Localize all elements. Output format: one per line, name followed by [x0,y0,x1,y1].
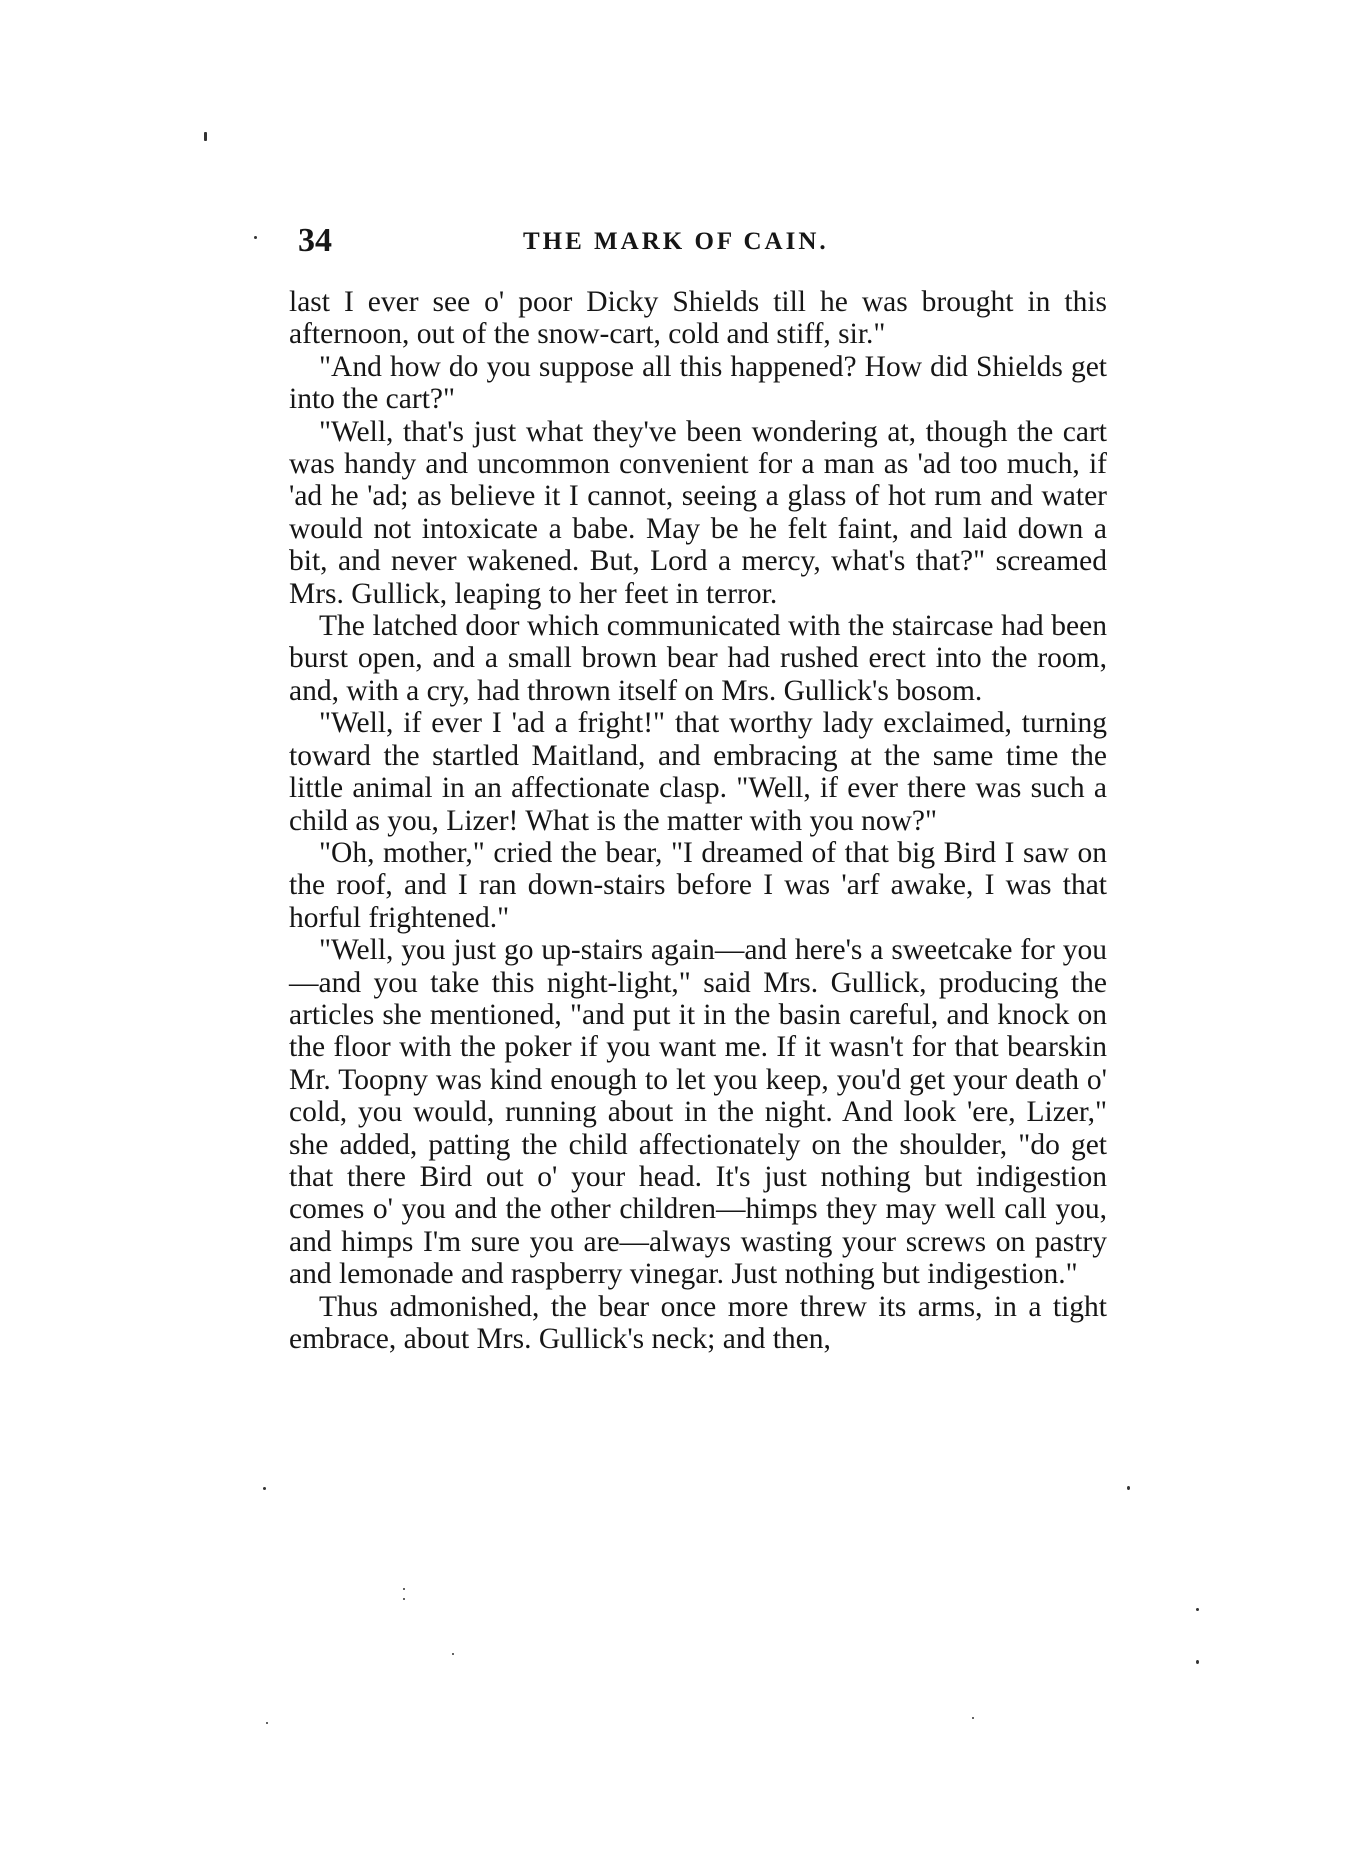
print-speck [403,1588,405,1590]
print-speck [204,132,207,141]
body-text [289,286,1107,1355]
print-speck [1196,1608,1199,1611]
print-speck [263,1487,266,1490]
paragraph: last I ever see o' poor Dicky Shields till he was brought in this afternoon, out of the snow-cart, cold and stiff, sir." [289,286,1107,351]
print-speck [1196,1660,1199,1664]
paragraph: "Well, if ever I 'ad a fright!" that worthy lady exclaimed, turning toward the startled Maitland, and embracing at the same time the little animal in an affectionate clasp. "Well, if ever there was such a child as you, Lizer! What is the matter with you now?" [289,707,1107,837]
paragraph: "And how do you suppose all this happened? How did Shields get into the cart?" [289,350,1107,416]
print-speck [1127,1486,1130,1490]
page-number: 34 [298,222,332,259]
page-header [298,222,1148,272]
print-speck [254,236,257,239]
print-speck [972,1717,974,1719]
print-speck [266,1722,268,1724]
paragraph: "Well, that's just what they've been wondering at, though the cart was handy and uncommon convenient for a man as 'ad too much, if 'ad he 'ad; as believe it I cannot, seeing a glass of hot rum and water would not intoxicate a babe. May be he felt faint, and laid down a bit, and never wakened. But, Lord a mercy, what's that?" screamed Mrs. Gullick, leaping to her feet in terror. [289,415,1107,610]
paragraph: "Oh, mother," cried the bear, "I dreamed of that big Bird I saw on the roof, and I ran down-stairs before I was 'arf awake, I was that horful frightened." [289,836,1107,934]
paragraph: The latched door which communicated with the staircase had been burst open, and a small brown bear had rushed erect into the room, and, with a cry, had thrown itself on Mrs. Gullick's bosom. [289,610,1107,707]
paragraph: "Well, you just go up-stairs again—and here's a sweetcake for you—and you take this night-light," said Mrs. Gullick, producing the articles she mentioned, "and put it in the basin careful, and knock on the floor with the poker if you want me. If it wasn't for that bearskin Mr. Toopny was kind enough to let you keep, you'd get your death o' cold, you would, running about in the night. And look 'ere, Lizer," she added, patting the child affectionately on the shoulder, "do get that there Bird out o' your head. It's just nothing but indigestion comes o' you and the other children—himps they may well call you, and himps I'm sure you are—always wasting your screws on pastry and lemonade and raspberry vinegar. Just nothing but indigestion." [289,934,1107,1291]
paragraph: Thus admonished, the bear once more threw its arms, in a tight embrace, about Mrs. Gullick's neck; and then, [289,1290,1107,1355]
running-title: THE MARK OF CAIN. [523,228,829,255]
print-speck [403,1598,405,1600]
print-speck [452,1653,454,1655]
